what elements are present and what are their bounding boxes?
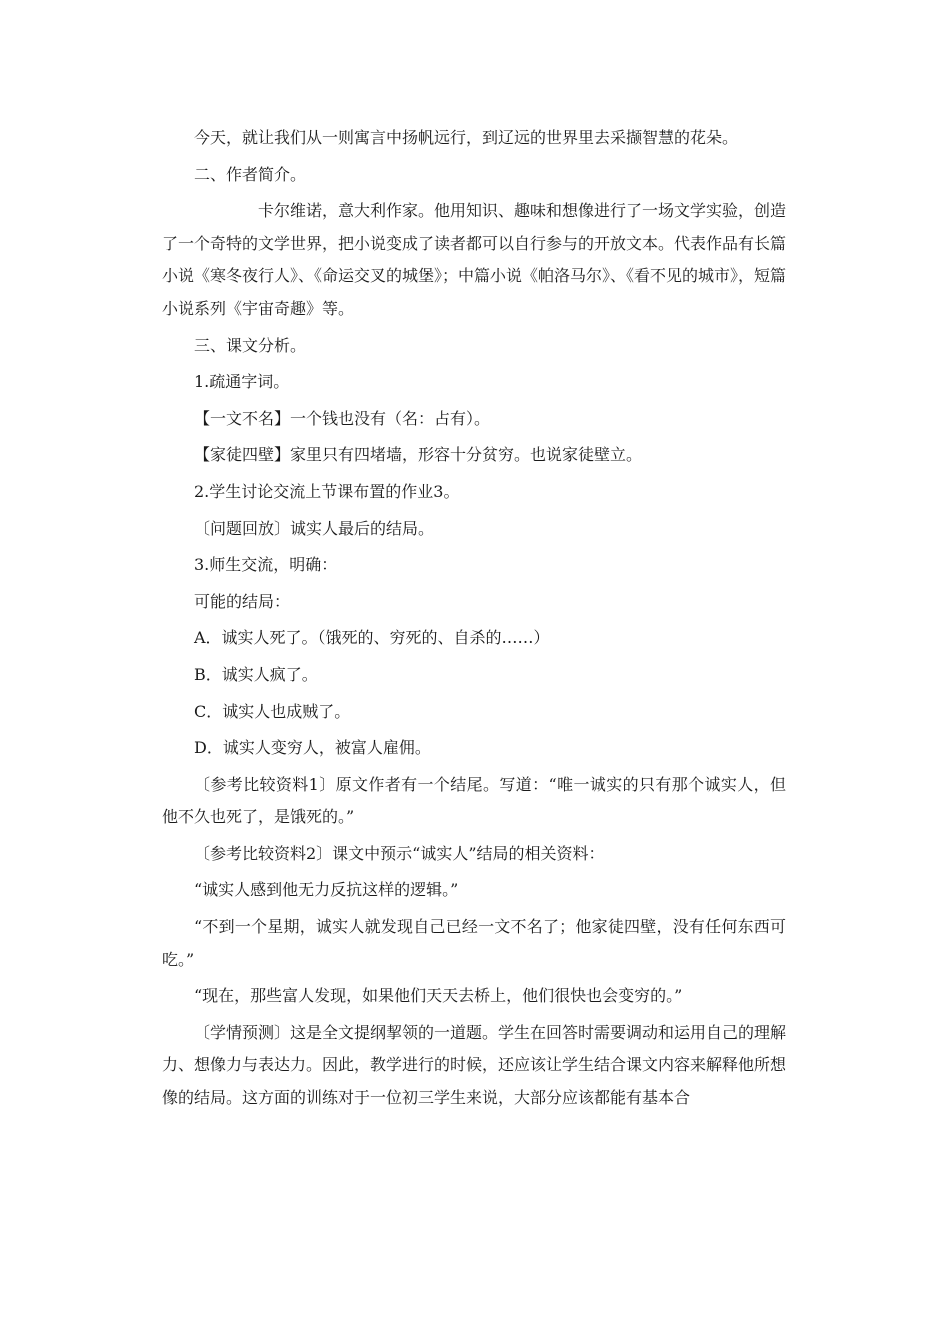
quote-2: “不到一个星期，诚实人就发现自己已经一文不名了；他家徒四壁，没有任何东西可吃。” xyxy=(162,917,786,969)
ending-option-b: B．诚实人疯了。 xyxy=(194,664,318,684)
possible-endings-label: 可能的结局： xyxy=(194,591,291,611)
vocab-entry-jiatusibi: 【家徒四壁】家里只有四堵墙，形容十分贫穷。也说家徒壁立。 xyxy=(194,445,643,465)
quote-1: “诚实人感到他无力反抗这样的逻辑。” xyxy=(194,880,459,900)
ending-option-c: C．诚实人也成贼了。 xyxy=(194,701,351,721)
list-item-exchange: 3.师生交流，明确： xyxy=(194,555,338,575)
ending-option-d: D．诚实人变穷人，被富人雇佣。 xyxy=(194,738,431,758)
paragraph-author-bio: 卡尔维诺，意大利作家。他用知识、趣味和想像进行了一场文学实验，创造了一个奇特的文学世界，把小说变成了读者都可以自行参与的开放文本。代表作品有长篇小说《寒冬夜行人》、《命运交叉的城堡》；中篇小说《帕洛马尔》、《看不见的城市》，短篇小说系列《宇宙奇趣》等。 xyxy=(162,201,787,318)
vocab-entry-yiwenbuming: 【一文不名】一个钱也没有（名：占有）。 xyxy=(194,408,491,428)
quote-3: “现在，那些富人发现，如果他们天天去桥上，他们很快也会变穷的。” xyxy=(194,986,683,1006)
list-item-vocabulary: 1.疏通字词。 xyxy=(194,372,290,392)
paragraph-intro: 今天，就让我们从一则寓言中扬帆远行，到辽远的世界里去采撷智慧的花朵。 xyxy=(194,128,739,147)
ending-option-a: A．诚实人死了。（饿死的、穷死的、自杀的……） xyxy=(194,628,550,648)
reference-material-1: 〔参考比较资料1〕原文作者有一个结尾。写道：“唯一诚实的只有那个诚实人，但他不久也死了，是饿死的。” xyxy=(162,774,786,827)
list-item-discussion: 2.学生讨论交流上节课布置的作业3。 xyxy=(194,481,460,501)
heading-text-analysis: 三、课文分析。 xyxy=(194,335,307,355)
heading-author-intro: 二、作者简介。 xyxy=(194,164,307,184)
question-replay: 〔问题回放〕诚实人最后的结局。 xyxy=(194,518,435,538)
learning-prediction: 〔学情预测〕这是全文提纲挈领的一道题。学生在回答时需要调动和运用自己的理解力、想像力与表达力。因此，教学进行的时候，还应该让学生结合课文内容来解释他所想像的结局。这方面的训练对于一位初三学生来说，大部分应该都能有基本合 xyxy=(162,1022,787,1108)
document-body xyxy=(162,122,786,1119)
reference-material-2: 〔参考比较资料2〕课文中预示“诚实人”结局的相关资料： xyxy=(194,843,605,863)
